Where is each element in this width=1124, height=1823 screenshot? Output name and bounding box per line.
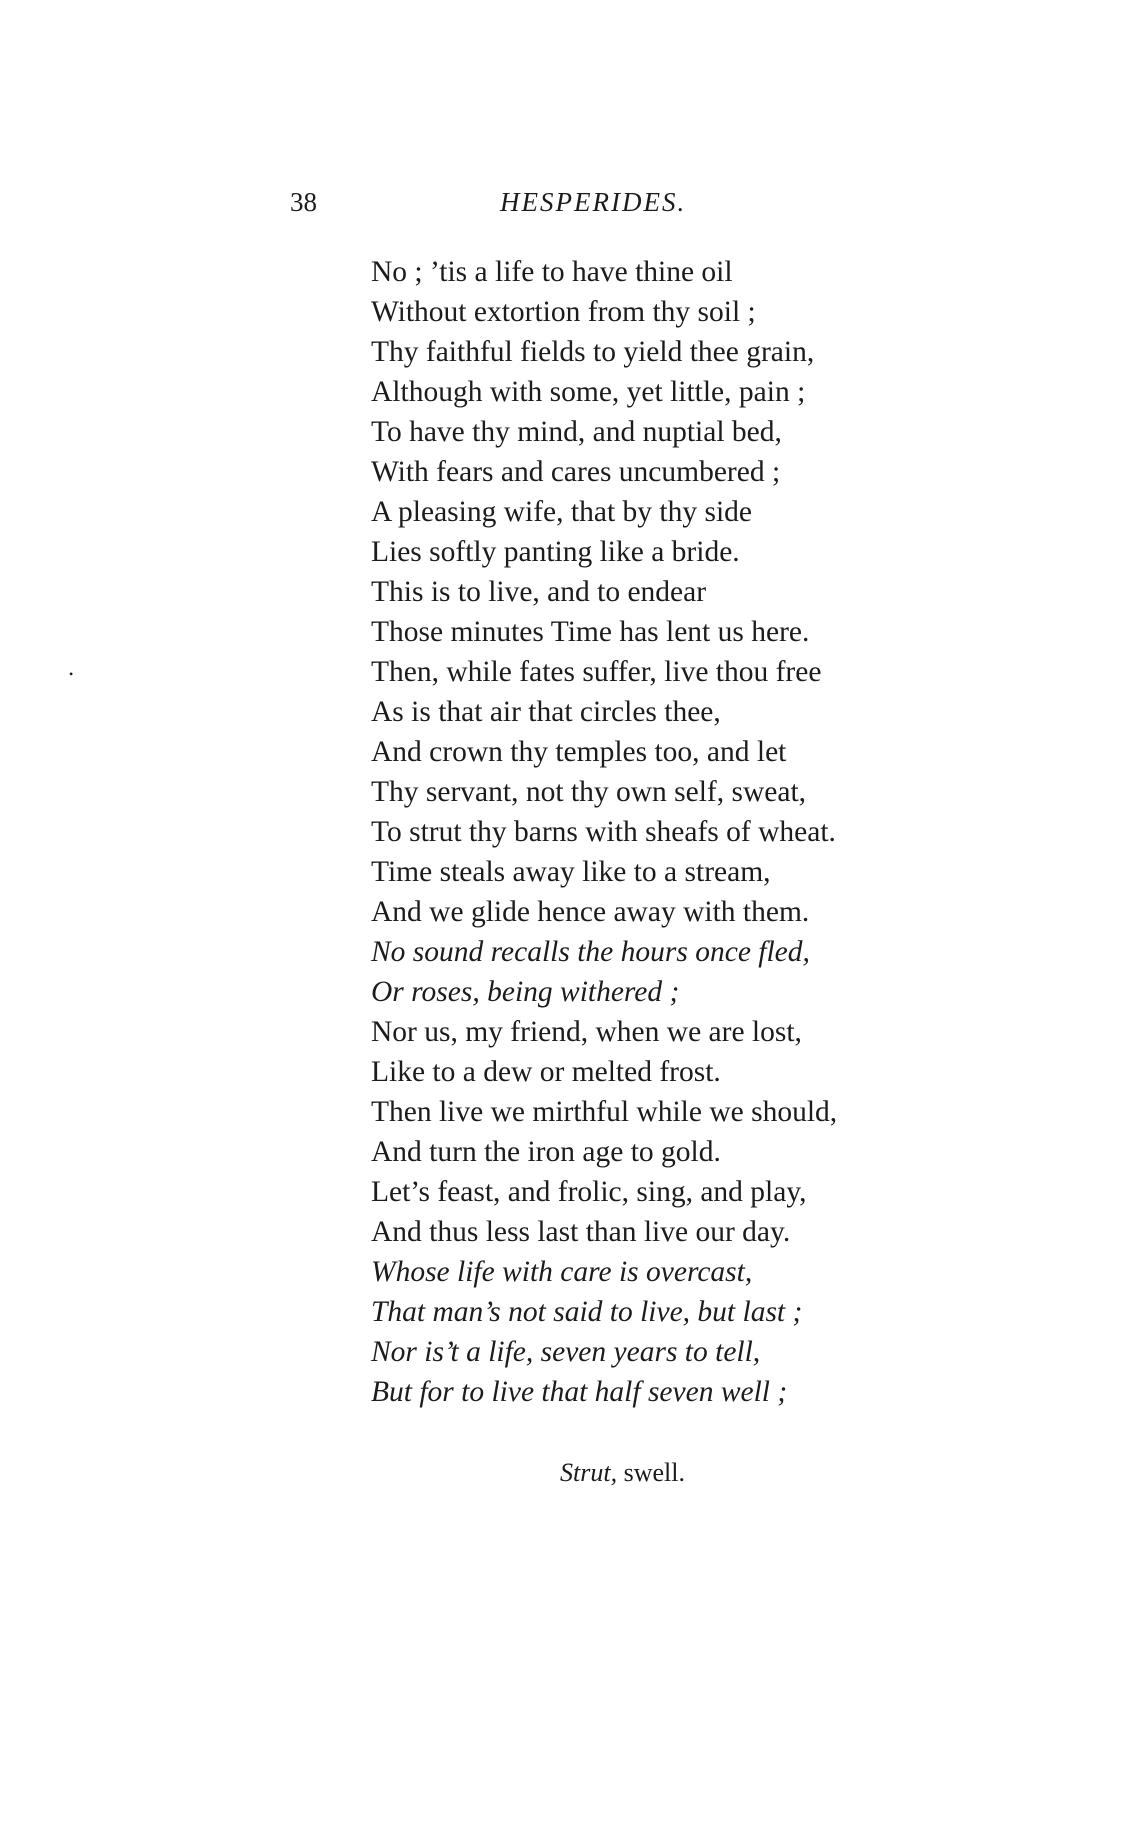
- poem-line: Let’s feast, and frolic, sing, and play,: [371, 1176, 807, 1208]
- poem-line: And we glide hence away with them.: [371, 896, 810, 928]
- running-title: HESPERIDES.: [500, 187, 687, 217]
- poem-line: And turn the iron age to gold.: [371, 1136, 721, 1168]
- poem-line: Lies softly panting like a bride.: [371, 536, 740, 568]
- poem-line: No sound recalls the hours once fled,: [371, 936, 810, 968]
- poem-line: Time steals away like to a stream,: [371, 856, 771, 888]
- poem-line: No ; ’tis a life to have thine oil: [371, 256, 733, 288]
- poem-line: Nor us, my friend, when we are lost,: [371, 1016, 802, 1048]
- margin-mark: •: [69, 667, 74, 681]
- poem-line: But for to live that half seven well ;: [371, 1376, 788, 1408]
- poem-line: Thy servant, not thy own self, sweat,: [371, 776, 807, 808]
- poem-line: Without extortion from thy soil ;: [371, 296, 756, 328]
- footnote-gloss: swell.: [617, 1458, 685, 1487]
- poem-line: To have thy mind, and nuptial bed,: [371, 416, 782, 448]
- poem-line: Whose life with care is overcast,: [371, 1256, 753, 1288]
- poem-line: Although with some, yet little, pain ;: [371, 376, 806, 408]
- footnote: [560, 1460, 685, 1486]
- poem-line: Or roses, being withered ;: [371, 976, 680, 1008]
- poem-line: A pleasing wife, that by thy side: [371, 496, 752, 528]
- poem-line: Those minutes Time has lent us here.: [371, 616, 810, 648]
- poem-line: Nor is’t a life, seven years to tell,: [371, 1336, 761, 1368]
- poem-line: As is that air that circles thee,: [371, 696, 721, 728]
- poem-body: [371, 252, 837, 1412]
- poem-line: Like to a dew or melted frost.: [371, 1056, 721, 1088]
- poem-line: Then, while fates suffer, live thou free: [371, 656, 822, 688]
- poem-line: And thus less last than live our day.: [371, 1216, 791, 1248]
- poem-line: This is to live, and to endear: [371, 576, 707, 608]
- poem-line: Thy faithful fields to yield thee grain,: [371, 336, 815, 368]
- poem-line: Then live we mirthful while we should,: [371, 1096, 838, 1128]
- poem-line: And crown thy temples too, and let: [371, 736, 787, 768]
- poem-line: That man’s not said to live, but last ;: [371, 1296, 803, 1328]
- poem-line: With fears and cares uncumbered ;: [371, 456, 781, 488]
- footnote-term: Strut,: [560, 1458, 618, 1487]
- poem-line: To strut thy barns with sheafs of wheat.: [371, 816, 836, 848]
- page-number: 38: [290, 187, 317, 217]
